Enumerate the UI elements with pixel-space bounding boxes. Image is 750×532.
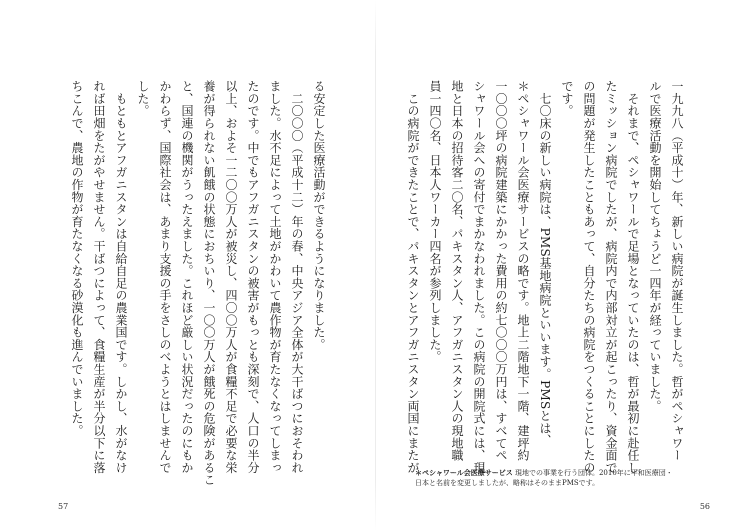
footnote-text-2: 日本と名前を変更しましたが、略称はそのままPMSです。 — [415, 479, 600, 487]
page-number-left: 57 — [58, 502, 69, 511]
text-line: 地と日本の招待客二〇名、パキスタン人、アフガニスタン人の現地職 — [450, 80, 464, 462]
left-page-body — [70, 80, 330, 486]
text-line: る安定した医療活動ができるようになりました。 — [312, 80, 326, 351]
text-line: した。 — [136, 80, 150, 117]
text-line: 二〇〇〇（平成十二）年の春、中央アジア全体が大干ばつにおそわれ — [290, 80, 304, 474]
page-number-right: 56 — [699, 502, 710, 511]
text-line: シャワール会への寄付でまかなわれました。この病院の開院式には、現 — [472, 80, 486, 474]
text-line: たのです。中でもアフガニスタンの被害がもっとも深刻で、人口の半分 — [246, 80, 260, 474]
text-line: の問題が発生したこともあって、自分たちの病院をつくることにしたの — [582, 80, 596, 474]
footnote-text-1: 現地での事業を行う団体。2010年に平和医療団・ — [514, 469, 673, 477]
footnote-line-1 — [415, 468, 715, 478]
text-line: ました。水不足によって土地がかわいて農作物が育たなくなってしまっ — [268, 80, 282, 474]
text-line: ルで医療活動を開始してちょうど一四年が経っていました。 — [648, 80, 662, 413]
text-line: です。 — [560, 80, 574, 117]
text-line: もともとアフガニスタンは自給自足の農業国です。しかし、水がなけ — [114, 80, 128, 474]
text-line: かわらず、国際社会は、あまり支援の手をさしのべようとはしませんで — [158, 80, 172, 474]
text-line: 養が得られない飢餓の状態におちいり、一〇〇万人が餓死の危険があるこ — [202, 80, 216, 486]
right-page — [375, 0, 750, 532]
text-line: この病院ができたことで、パキスタンとアフガニスタン両国にまたが — [406, 80, 420, 474]
text-line: ＊ペシャワール会医療サービスの略です。地上二階地下一階、建坪約 — [516, 80, 530, 462]
text-line: れば田畑をたがやせません。干ばつによって、食糧生産が半分以下に落 — [92, 80, 106, 474]
text-line: 一〇〇〇坪の病院建築にかかった費用の約七〇〇〇万円は、すべてペ — [494, 80, 508, 462]
text-line: 員一四〇名、日本人ワーカー四名が参列しました。 — [428, 80, 442, 363]
text-line: ちこんで、農地の作物が育たなくなる砂漠化も進んでいました。 — [70, 80, 84, 437]
footnote-term: ＊ペシャワール会医療サービス — [415, 469, 513, 477]
text-line: 一九九八（平成十）年、新しい病院が誕生しました。哲がペシャワー — [670, 80, 684, 462]
text-line: 以上、およそ一二〇〇万人が被災し、四〇〇万人が食糧不足で必要な栄 — [224, 80, 238, 474]
text-line: それまで、ペシャワールで足場となっていたのは、哲が最初に赴任し — [626, 80, 640, 474]
text-line: と、国連の機関がうったえました。これほど厳しい状況だったのにもか — [180, 80, 194, 474]
text-line: 七〇床の新しい病院は、PMS基地病院といいます。PMSとは、 — [538, 80, 552, 447]
footnote — [415, 468, 715, 488]
text-line: たミッション病院でしたが、病院内で内部対立が起こったり、資金面で — [604, 80, 618, 474]
